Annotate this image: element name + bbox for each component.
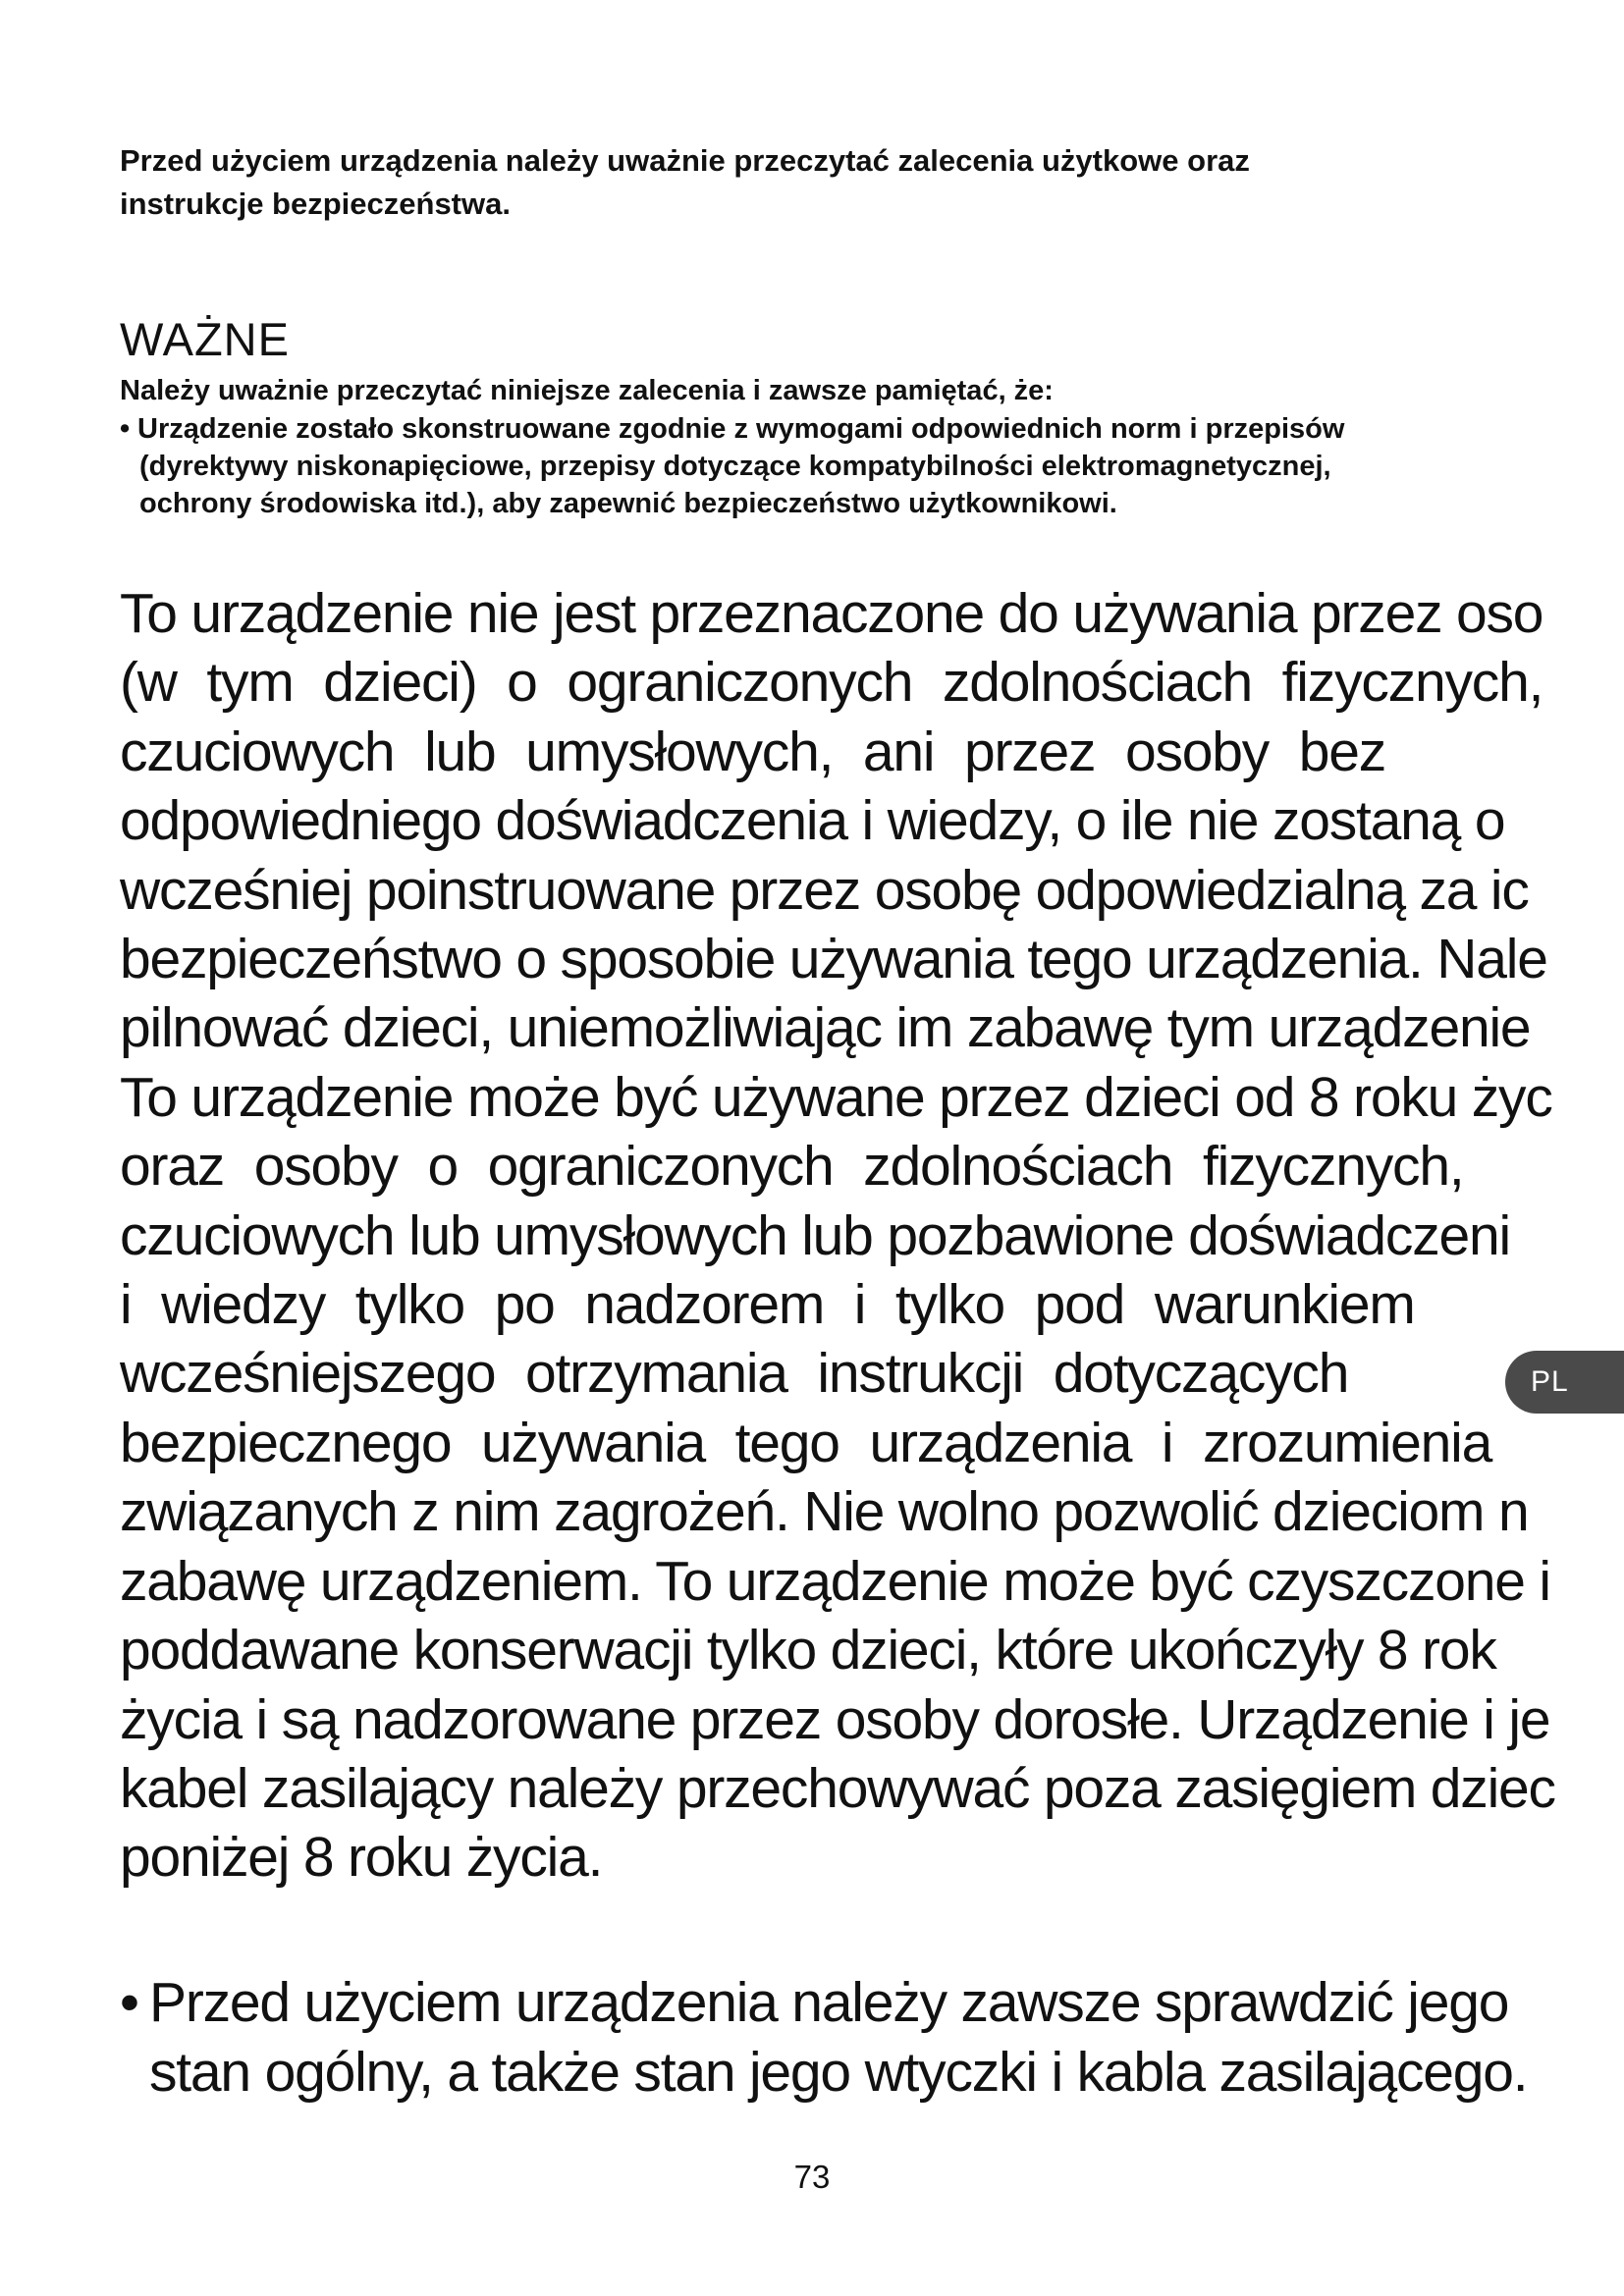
- bullet-line: [120, 410, 1553, 448]
- page-number: 73: [793, 2159, 831, 2195]
- important-heading: WAŻNE: [120, 313, 290, 365]
- warning-line: pilnować dzieci, uniemożliwiając im zabawę tym urządzenie: [120, 996, 1531, 1060]
- children-warning-paragraph: [120, 579, 1593, 1893]
- bullet-text: Urządzenie zostało skonstruowane zgodnie z wymogami odpowiednich norm i przepisów: [137, 413, 1345, 445]
- warning-line: To urządzenie może być używane przez dzieci od 8 roku życ: [120, 1065, 1552, 1129]
- bullet-line: (dyrektywy niskonapięciowe, przepisy dotyczące kompatybilności elektromagnetycznej,: [139, 451, 1331, 482]
- warning-line: odpowiedniego doświadczenia i wiedzy, o ile nie zostaną o: [120, 789, 1505, 853]
- warning-line: poddawane konserwacji tylko dzieci, które ukończyły 8 rok: [120, 1619, 1496, 1682]
- warning-line: bezpieczeństwo o sposobie używania tego urządzenia. Nale: [120, 928, 1547, 991]
- check-bullet-line: [120, 1968, 1593, 2038]
- warning-line: związanych z nim zagrożeń. Nie wolno pozwolić dzieciom n: [120, 1480, 1529, 1544]
- warning-line: (w tym dzieci) o ograniczonych zdolnościach fizycznych,: [120, 651, 1543, 715]
- warning-line: życia i są nadzorowane przez osoby dorosłe. Urządzenie i je: [120, 1687, 1550, 1751]
- page-edge-clip: [1589, 569, 1624, 1944]
- intro-line: Przed użyciem urządzenia należy uważnie przeczytać zalecenia użytkowe oraz: [120, 143, 1250, 178]
- warning-line: kabel zasilający należy przechowywać poza zasięgiem dziec: [120, 1756, 1555, 1820]
- standards-bullet: [120, 410, 1553, 522]
- intro-note: [120, 139, 1514, 226]
- language-tab: PL: [1505, 1351, 1624, 1414]
- check-cable-bullet: [120, 1968, 1593, 2108]
- warning-line: wcześniej poinstruowane przez osobę odpowiedzialną za ic: [120, 858, 1529, 922]
- check-bullet-line: stan ogólny, a także stan jego wtyczki i kabla zasilającego.: [149, 2041, 1528, 2104]
- warning-line: i wiedzy tylko po nadzorem i tylko pod warunkiem: [120, 1273, 1415, 1337]
- warning-line: czuciowych lub umysłowych lub pozbawione doświadczeni: [120, 1203, 1510, 1267]
- check-bullet-text: Przed użyciem urządzenia należy zawsze sprawdzić jego: [149, 1971, 1509, 2034]
- bullet-marker: •: [120, 1971, 138, 2034]
- intro-line: instrukcje bezpieczeństwa.: [120, 187, 511, 221]
- important-subheading: Należy uważnie przeczytać niniejsze zalecenia i zawsze pamiętać, że:: [120, 375, 1054, 406]
- warning-line: zabawę urządzeniem. To urządzenie może być czyszczone i: [120, 1549, 1550, 1613]
- warning-line: czuciowych lub umysłowych, ani przez osoby bez: [120, 720, 1386, 783]
- warning-line: oraz osoby o ograniczonych zdolnościach fizycznych,: [120, 1135, 1464, 1199]
- warning-line: wcześniejszego otrzymania instrukcji dotyczących: [120, 1342, 1349, 1406]
- bullet-line: ochrony środowiska itd.), aby zapewnić bezpieczeństwo użytkownikowi.: [139, 488, 1117, 519]
- bullet-marker: •: [120, 413, 131, 445]
- warning-line: bezpiecznego używania tego urządzenia i zrozumienia: [120, 1411, 1492, 1474]
- warning-line: poniżej 8 roku życia.: [120, 1826, 603, 1890]
- warning-line: To urządzenie nie jest przeznaczone do używania przez oso: [120, 582, 1543, 645]
